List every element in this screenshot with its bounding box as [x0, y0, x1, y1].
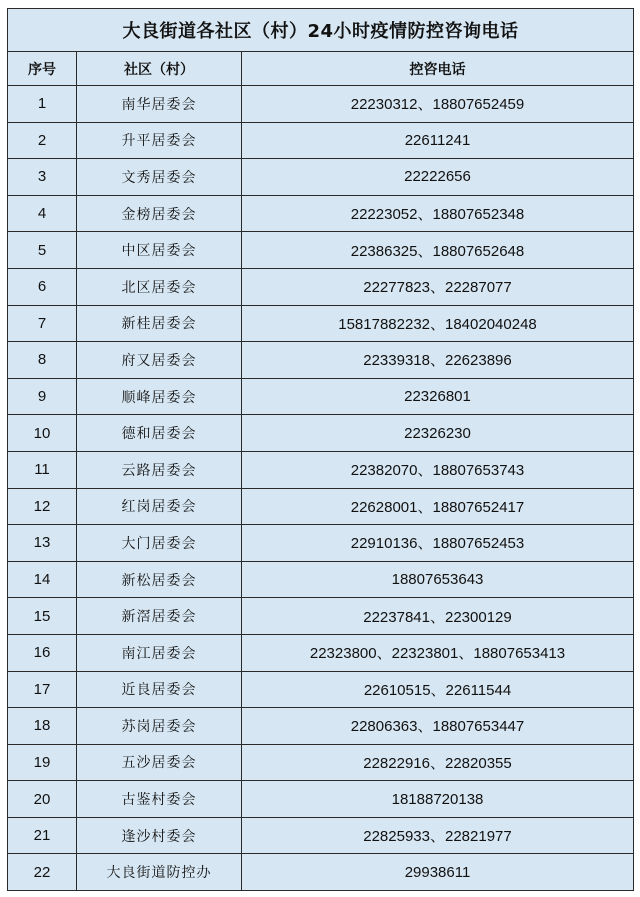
row-community: 顺峰居委会: [77, 378, 242, 415]
row-phone: 22611241: [242, 122, 634, 159]
row-community: 德和居委会: [77, 415, 242, 452]
row-community: 逢沙村委会: [77, 817, 242, 854]
table-row: [8, 195, 634, 232]
table-row: [8, 598, 634, 635]
row-index: 21: [8, 817, 77, 854]
row-community: 府又居委会: [77, 342, 242, 379]
header-row: [8, 52, 634, 86]
row-phone: 22386325、18807652648: [242, 232, 634, 269]
row-index: 16: [8, 634, 77, 671]
row-phone: 22230312、18807652459: [242, 86, 634, 123]
row-index: 8: [8, 342, 77, 379]
row-phone: 22822916、22820355: [242, 744, 634, 781]
row-phone: 29938611: [242, 854, 634, 891]
row-community: 南华居委会: [77, 86, 242, 123]
row-index: 12: [8, 488, 77, 525]
table-row: [8, 159, 634, 196]
table-row: [8, 415, 634, 452]
row-phone: 18188720138: [242, 781, 634, 818]
row-community: 新松居委会: [77, 561, 242, 598]
row-index: 7: [8, 305, 77, 342]
row-index: 14: [8, 561, 77, 598]
row-index: 17: [8, 671, 77, 708]
hotline-table: [7, 8, 634, 891]
row-community: 中区居委会: [77, 232, 242, 269]
row-index: 18: [8, 708, 77, 745]
table-row: [8, 378, 634, 415]
row-community: 金榜居委会: [77, 195, 242, 232]
table-row: [8, 671, 634, 708]
row-index: 11: [8, 451, 77, 488]
row-index: 3: [8, 159, 77, 196]
row-index: 1: [8, 86, 77, 123]
table-title: 大良街道各社区（村）24小时疫情防控咨询电话: [8, 9, 634, 52]
row-phone: 15817882232、18402040248: [242, 305, 634, 342]
title-row: [8, 9, 634, 52]
table-row: [8, 232, 634, 269]
header-index: 序号: [8, 52, 77, 86]
row-phone: 22339318、22623896: [242, 342, 634, 379]
row-phone: 18807653643: [242, 561, 634, 598]
table-row: [8, 817, 634, 854]
row-phone: 22237841、22300129: [242, 598, 634, 635]
table-row: [8, 451, 634, 488]
row-phone: 22910136、18807652453: [242, 525, 634, 562]
row-community: 新桂居委会: [77, 305, 242, 342]
table-row: [8, 122, 634, 159]
row-index: 2: [8, 122, 77, 159]
row-index: 15: [8, 598, 77, 635]
row-phone: 22223052、18807652348: [242, 195, 634, 232]
row-index: 4: [8, 195, 77, 232]
row-community: 五沙居委会: [77, 744, 242, 781]
row-community: 升平居委会: [77, 122, 242, 159]
row-community: 北区居委会: [77, 268, 242, 305]
row-phone: 22326801: [242, 378, 634, 415]
row-phone: 22628001、18807652417: [242, 488, 634, 525]
row-phone: 22323800、22323801、18807653413: [242, 634, 634, 671]
row-phone: 22326230: [242, 415, 634, 452]
row-community: 红岗居委会: [77, 488, 242, 525]
table-row: [8, 342, 634, 379]
row-index: 6: [8, 268, 77, 305]
header-phone: 控咨电话: [242, 52, 634, 86]
table-row: [8, 525, 634, 562]
row-community: 古鉴村委会: [77, 781, 242, 818]
header-community: 社区（村）: [77, 52, 242, 86]
row-index: 13: [8, 525, 77, 562]
row-community: 文秀居委会: [77, 159, 242, 196]
table-row: [8, 634, 634, 671]
row-phone: 22382070、18807653743: [242, 451, 634, 488]
row-phone: 22610515、22611544: [242, 671, 634, 708]
row-community: 南江居委会: [77, 634, 242, 671]
row-phone: 22806363、18807653447: [242, 708, 634, 745]
table-row: [8, 708, 634, 745]
row-index: 20: [8, 781, 77, 818]
row-community: 云路居委会: [77, 451, 242, 488]
row-index: 19: [8, 744, 77, 781]
table-row: [8, 86, 634, 123]
row-community: 近良居委会: [77, 671, 242, 708]
table-row: [8, 305, 634, 342]
table-row: [8, 781, 634, 818]
table-row: [8, 744, 634, 781]
row-index: 9: [8, 378, 77, 415]
table-body: [8, 86, 634, 891]
row-phone: 22222656: [242, 159, 634, 196]
row-index: 22: [8, 854, 77, 891]
table-row: [8, 488, 634, 525]
row-phone: 22277823、22287077: [242, 268, 634, 305]
table-row: [8, 561, 634, 598]
row-index: 5: [8, 232, 77, 269]
row-community: 苏岗居委会: [77, 708, 242, 745]
row-community: 大良街道防控办: [77, 854, 242, 891]
row-community: 新滘居委会: [77, 598, 242, 635]
row-phone: 22825933、22821977: [242, 817, 634, 854]
row-community: 大门居委会: [77, 525, 242, 562]
table-row: [8, 268, 634, 305]
table-row: [8, 854, 634, 891]
row-index: 10: [8, 415, 77, 452]
